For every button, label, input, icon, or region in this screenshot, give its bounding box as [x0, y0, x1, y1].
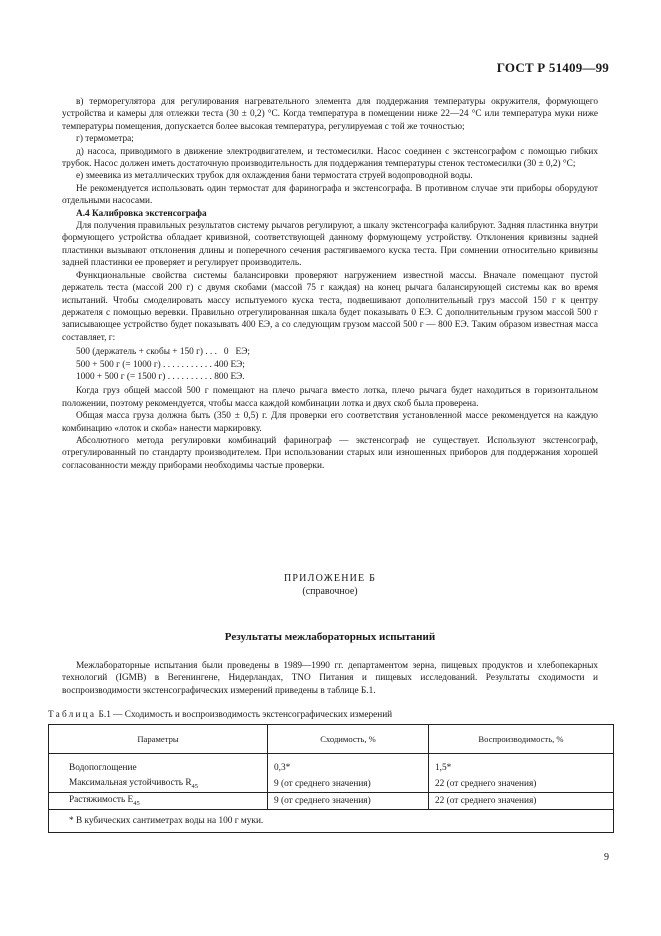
header-reproducibility: Воспроизводимость, %: [429, 725, 614, 754]
paragraph: Когда груз общей массой 500 г помещают на плечо рычага вместо лотка, плечо рычага будет находиться в горизонтальном положении, поэтому рекомендуется, чтобы масса каждой комбинации лотка и двух скоб была проверена.: [62, 386, 598, 409]
list-item-g: г) термометра;: [76, 134, 134, 145]
reproducibility-cell: 22 (от среднего значения): [429, 776, 614, 793]
note-paragraph: Не рекомендуется использовать один термостат для фаринографа и экстенсографа. В противном случае эти приборы оборудуют отдельными насосами.: [62, 183, 598, 207]
paragraph: Функциональные свойства системы балансировки проверяют нагружением известной массы. Вначале помещают пустой держатель теста (массой 200 г) с двумя скобами (массой 75 г каждая) на конец рычага балансирующей системы как во время испытаний. Чтобы смоделировать массу испытуемого куска теста, подвешивают дополнительный груз массой 150 г к центру держателя с помощью веревки. Правильно отрегулированная шкала будет показывать 0 ЕЭ. С дополнительным грузом массой 500 г записывающее устройство будет показывать 400 ЕЭ, а со следующим грузом массой 500 г — 800 ЕЭ. Таким образом известная масса составляет, г:: [62, 270, 598, 343]
paragraph: Общая масса груза должна быть (350 ± 0,5) г. Для проверки его соответствия установленной массе рекомендуется на каждую комбинацию «лоток и скоба» нанести маркировку.: [62, 411, 598, 434]
table-caption: [48, 710, 392, 720]
table-caption-text: Б.1 — Сходимость и воспроизводимость экстенсографических измерений: [98, 710, 393, 720]
calculation-block: [76, 346, 598, 383]
list-item-v: в) терморегулятора для регулирования нагревательного элемента для поддержания температуры окружителя, формующего устройства и камеры для отлежки теста (30 ± 0,2) °С. Когда температура в помещении ниже 22—24 °С или температура муки ниже температуры помещения, допускается более высокая температура, регулируемая с той же точностью;: [62, 97, 598, 132]
header-parameters: Параметры: [49, 725, 268, 754]
param-cell: Водопоглощение: [49, 754, 268, 777]
main-text: [62, 96, 598, 472]
header-repeatability: Сходимость, %: [268, 725, 429, 754]
page-number: 9: [604, 852, 609, 863]
param-cell: Максимальная устойчивость $R_{45}$: [49, 776, 268, 793]
repeatability-cell: 9 (от среднего значения): [268, 776, 429, 793]
table-row: [49, 754, 614, 777]
paragraph: Абсолютного метода регулировки комбинаций фаринограф — экстенсограф не существует. Используют экстенсограф, отрегулированный по стандарту производителем. При использовании старых или изношенных приборов для поддержания хорошей согласованности между приборами необходимы частые проверки.: [62, 435, 598, 471]
calc-line: 500 + 500 г (= 1000 г) . . . . . . . . . . . 400 ЕЭ;: [76, 359, 245, 370]
reproducibility-cell: 22 (от среднего значения): [429, 793, 614, 810]
appendix-subtitle: (справочное): [302, 586, 358, 597]
appendix-title-block: [62, 572, 598, 598]
table-row: [49, 793, 614, 810]
table-row: [49, 776, 614, 793]
results-table: [48, 724, 614, 833]
appendix-title: ПРИЛОЖЕНИЕ Б: [283, 573, 377, 584]
calc-line: 500 (держатель + скобы + 150 г) . . . 0 ЕЭ;: [76, 347, 250, 358]
repeatability-cell: 9 (от среднего значения): [268, 793, 429, 810]
table-footnote-row: [49, 810, 614, 833]
results-text: [62, 660, 598, 697]
list-item-e: е) змеевика из металлических трубок для охлаждения бани термостата струей водопроводной воды.: [76, 171, 473, 182]
param-cell: Растяжимость $E_{45}$: [49, 793, 268, 810]
section-heading: А.4 Калибровка экстенсографа: [76, 208, 207, 219]
table-footnote: * В кубических сантиметрах воды на 100 г муки.: [49, 810, 614, 833]
table-caption-prefix: Таблица: [48, 710, 97, 720]
list-item-d: д) насоса, приводимого в движение электродвигателем, и тестомесилки. Насос соединен с экстенсографом с помощью гибких трубок. Насос должен иметь достаточную производительность для поддержания температуры стенок тестомесилки (30 ± 0,2) °С;: [62, 146, 598, 170]
repeatability-cell: 0,3*: [268, 754, 429, 777]
paragraph: Межлабораторные испытания были проведены в 1989—1990 гг. департаментом зерна, пищевых продуктов и хлебопекарных технологий (IGMB) в Вегенингене, Нидерландах, TNO Питания и пищевых исследований. Результаты сходимости и воспроизводимости экстенсографических измерений приведены в таблице Б.1.: [62, 661, 598, 696]
reproducibility-cell: 1,5*: [429, 754, 614, 777]
standard-header: ГОСТ Р 51409—99: [496, 60, 609, 75]
results-heading: Результаты межлабораторных испытаний: [224, 631, 436, 643]
paragraph: Для получения правильных результатов систему рычагов регулируют, а шкалу экстенсографа калибруют. Задняя пластинка внутри формующего устройства обладает кривизной, соответствующей данному формующему устройству. Отклонения кривизны задней пластинки вызывают отклонения длины и поперечного сечения растягиваемого куска теста. При сомнении относительно кривизны задней пластинки ее проверяет и регулирует производитель.: [62, 221, 598, 269]
calc-line: 1000 + 500 г (= 1500 г) . . . . . . . . . . 800 ЕЭ.: [76, 371, 245, 382]
table-header-row: [49, 725, 614, 754]
